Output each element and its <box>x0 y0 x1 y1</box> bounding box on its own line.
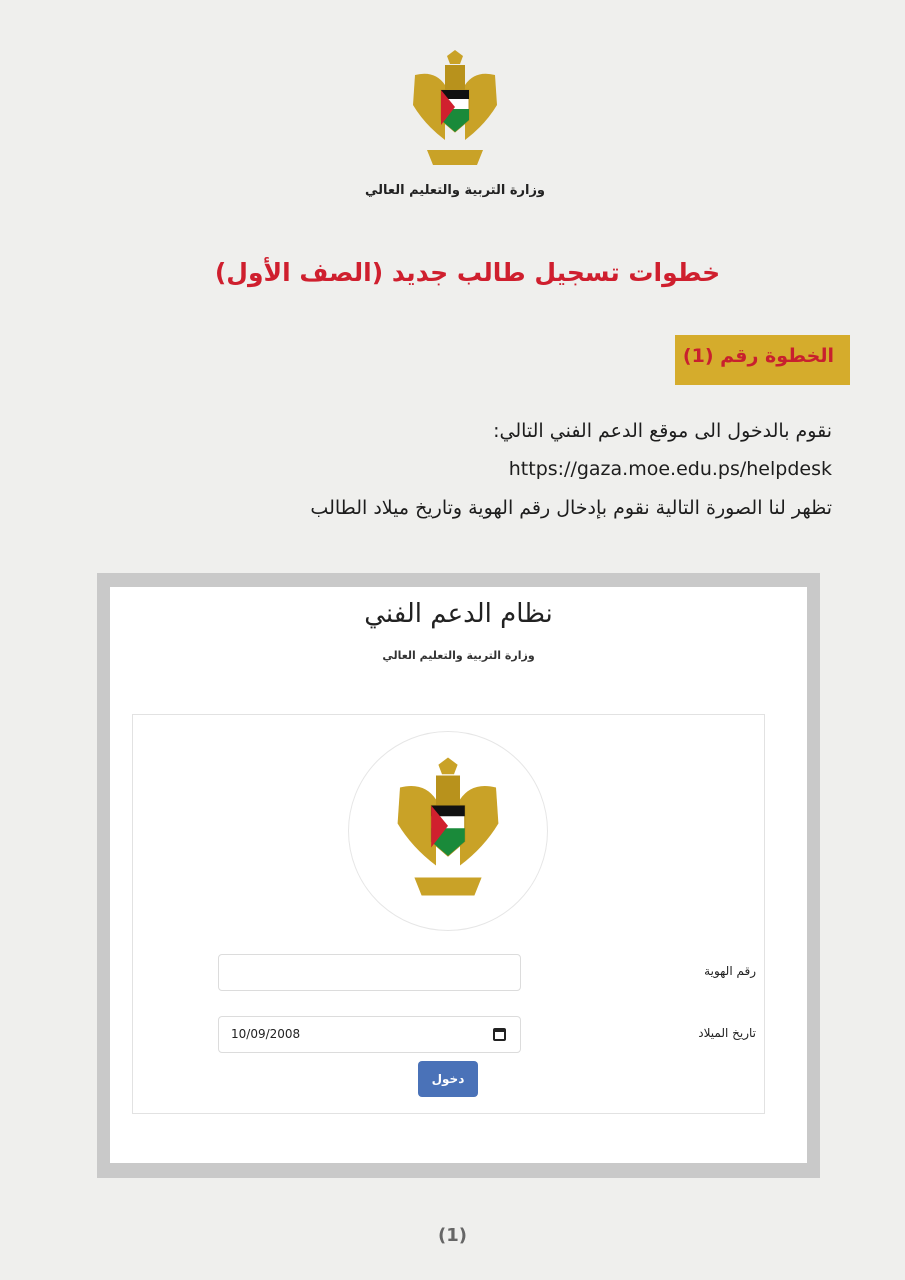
instruction-line: نقوم بالدخول الى موقع الدعم الفني التالي: <box>493 420 832 442</box>
palestine-eagle-emblem <box>388 742 508 917</box>
palestine-eagle-emblem <box>405 45 505 175</box>
app-subtitle: وزارة التربية والتعليم العالي <box>382 649 535 662</box>
birth-date-input[interactable] <box>218 1016 521 1053</box>
app-title: نظام الدعم الفني <box>364 599 553 629</box>
screenshot-frame <box>97 573 820 1178</box>
helpdesk-url[interactable]: https://gaza.moe.edu.ps/helpdesk <box>508 458 832 480</box>
emblem-circle <box>348 731 548 931</box>
id-number-input[interactable] <box>218 954 521 991</box>
step-badge: الخطوة رقم (1) <box>675 335 850 385</box>
birth-date-label: تاريخ الميلاد <box>698 1026 756 1040</box>
page-title: خطوات تسجيل طالب جديد (الصف الأول) <box>214 258 721 287</box>
calendar-icon[interactable] <box>493 1028 506 1041</box>
helpdesk-login-page <box>110 587 807 1163</box>
page-number: (1) <box>438 1225 467 1246</box>
login-button[interactable]: دخول <box>418 1061 478 1097</box>
ministry-name: وزارة التربية والتعليم العالي <box>364 183 546 198</box>
birth-date-value: 10/09/2008 <box>231 1027 301 1041</box>
login-card <box>132 714 765 1114</box>
instruction-line: تظهر لنا الصورة التالية نقوم بإدخال رقم الهوية وتاريخ ميلاد الطالب <box>310 497 832 519</box>
id-number-label: رقم الهوية <box>704 964 756 978</box>
